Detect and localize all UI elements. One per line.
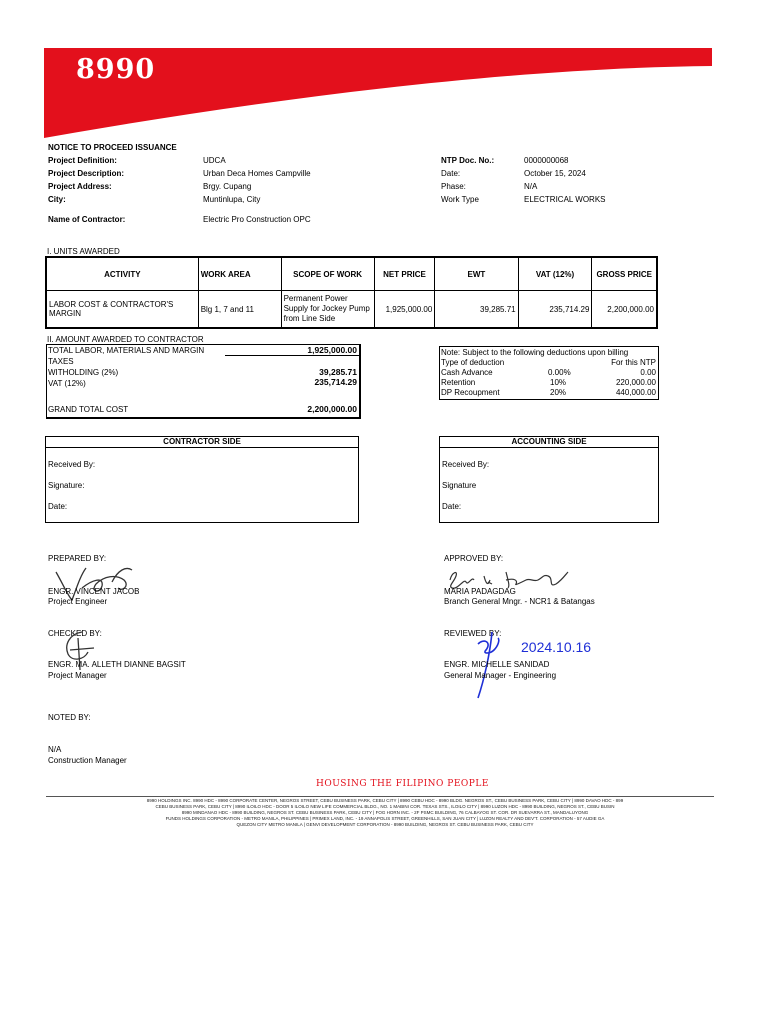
deduction-amount: 220,000.00 [615, 378, 656, 387]
amount-section-title: II. AMOUNT AWARDED TO CONTRACTOR [47, 335, 204, 344]
col-header-vat: VAT (12%) [518, 257, 592, 291]
city-value: Muntinlupa, City [203, 195, 261, 204]
col-header-ewt: EWT [435, 257, 518, 291]
units-header-row [46, 257, 657, 291]
deduction-name: Retention [441, 378, 476, 387]
deduction-type-header: Type of deduction [441, 358, 505, 367]
units-section-title: I. UNITS AWARDED [47, 247, 120, 256]
contractor-signature-label: Signature: [48, 481, 85, 490]
amount-box [46, 344, 361, 419]
project-address-value: Brgy. Cupang [203, 182, 252, 191]
checked-by-label: CHECKED BY: [48, 629, 102, 638]
vat-label: VAT (12%) [48, 379, 86, 388]
scope-line: Permanent Power [283, 294, 348, 303]
work-type-label: Work Type [441, 195, 479, 204]
footer-address-line: CEBU BUSINESS PARK, CEBU CITY | 8990 ILOILO HDC - DOOR 5 ILOILO NEW LIFE COMMERCIAL BLDG., NO. 1 MABINI COR. TEXAS STS., ILOILO CITY | 8990 LUZON HDC - 8990 BUILDING, NEGROS ST., CEBU BUSIN [155, 804, 615, 809]
scope-line: from Line Side [283, 314, 336, 323]
phase-value: N/A [524, 182, 538, 191]
footer-rule [46, 796, 714, 797]
approved-by-title: Branch General Mngr. - NCR1 & Batangas [444, 597, 595, 606]
reviewed-by-name: ENGR. MICHELLE SANIDAD [444, 660, 550, 669]
deduction-amount: 0.00 [640, 368, 656, 377]
col-header-net-price: NET PRICE [374, 257, 435, 291]
noted-by-title: Construction Manager [48, 756, 127, 765]
work-type-value: ELECTRICAL WORKS [524, 195, 606, 204]
taxes-label: TAXES [48, 357, 74, 366]
footer-address-line: QUEZON CITY METRO MANILA | GENVI DEVELOPMENT CORPORATION - 8990 BUILDING, NEGROS ST. CEBU BUSINESS PARK, CEBU CITY [236, 822, 534, 827]
total-underline [225, 355, 359, 356]
city-label: City: [48, 195, 66, 204]
contractor-value: Electric Pro Construction OPC [203, 215, 311, 224]
approved-by-name: MARIA PADAGDAG [444, 587, 516, 596]
accounting-received-by-label: Received By: [442, 460, 490, 469]
company-logo: 8990 [76, 54, 156, 85]
approved-by-label: APPROVED BY: [444, 554, 504, 563]
footer-address-line: 8990 HOLDINGS INC. 8990 HDC - 8990 CORPORATE CENTER, NEGROS STREET, CEBU BUSINESS PARK, CEBU CITY | 8990 CEBU HDC - 8990 BLDG. NEGROS ST., CEBU BUSINESS PARK, CEBU CITY | 8990 DAVAO HDC - 899 [146, 798, 624, 803]
contractor-date-label: Date: [48, 502, 68, 511]
cell-ewt: 39,285.71 [435, 291, 518, 329]
project-definition-value: UDCA [203, 156, 226, 165]
accounting-date-label: Date: [442, 502, 462, 511]
footer-tagline: HOUSING THE FILIPINO PEOPLE [316, 779, 489, 789]
ntp-date-value: October 15, 2024 [524, 169, 586, 178]
contractor-side-box [45, 436, 359, 523]
deduction-name: Cash Advance [441, 368, 493, 377]
prepared-by-name: ENGR. VINCENT JACOB [48, 587, 140, 596]
footer-address-line: FUNDS HOLDINGS CORPORATION - METRO MANILA, PHILIPPINES | PRIMEX LAND, INC. - 19 ANNAPOLIS STREET, GREENHILLS, SAN JUAN CITY | LUZON REALTY AND DEV'T. CORPORATION - 57 AUDIE GA [165, 816, 605, 821]
contractor-received-by-label: Received By: [48, 460, 96, 469]
reviewed-by-label: REVIEWED BY: [444, 629, 502, 638]
noted-by-name: N/A [48, 745, 62, 754]
col-header-work-area: WORK AREA [198, 257, 281, 291]
project-address-label: Project Address: [48, 182, 112, 191]
deductions-note: Note: Subject to the following deductions upon billing [441, 348, 629, 357]
deduction-name: DP Recoupment [441, 388, 500, 397]
total-labor-label: TOTAL LABOR, MATERIALS AND MARGIN [48, 346, 205, 355]
ntp-doc-no-value: 0000000068 [524, 156, 569, 165]
vat-value: 235,714.29 [314, 377, 357, 387]
cell-scope [281, 291, 374, 329]
cell-activity: LABOR COST & CONTRACTOR'S MARGIN [46, 291, 198, 329]
reviewed-by-title: General Manager - Engineering [444, 671, 557, 680]
scope-line: Supply for Jockey Pump [283, 304, 370, 313]
noted-by-label: NOTED BY: [48, 713, 91, 722]
phase-label: Phase: [441, 182, 466, 191]
project-description-value: Urban Deca Homes Campville [203, 169, 311, 178]
deduction-pct: 20% [550, 388, 567, 397]
project-definition-label: Project Definition: [48, 156, 117, 165]
cell-work-area: Blg 1, 7 and 11 [198, 291, 281, 329]
cell-gross-price: 2,200,000.00 [592, 291, 657, 329]
checked-by-name: ENGR. MA. ALLETH DIANNE BAGSIT [48, 660, 186, 669]
deduction-pct: 10% [550, 378, 567, 387]
deductions-box [439, 346, 659, 400]
withholding-value: 39,285.71 [319, 367, 357, 377]
for-ntp-header: For this NTP [611, 358, 656, 367]
document-title: NOTICE TO PROCEED ISSUANCE [48, 143, 177, 152]
contractor-side-title: CONTRACTOR SIDE [46, 437, 358, 448]
deduction-amount: 440,000.00 [615, 388, 656, 397]
ntp-date-label: Date: [441, 169, 461, 178]
prepared-by-title: Project Engineer [48, 597, 108, 606]
reviewed-stamp-date: 2024.10.16 [521, 639, 592, 655]
project-description-label: Project Description: [48, 169, 125, 178]
checked-by-title: Project Manager [48, 671, 107, 680]
accounting-signature-label: Signature [442, 481, 477, 490]
prepared-by-label: PREPARED BY: [48, 554, 107, 563]
contractor-label: Name of Contractor: [48, 215, 126, 224]
grand-total-value: 2,200,000.00 [307, 404, 357, 414]
cell-net-price: 1,925,000.00 [374, 291, 435, 329]
col-header-activity: ACTIVITY [46, 257, 198, 291]
grand-total-label: GRAND TOTAL COST [48, 405, 129, 414]
total-labor-value: 1,925,000.00 [307, 345, 357, 355]
table-row [46, 291, 657, 329]
units-table [45, 256, 658, 329]
accounting-side-title: ACCOUNTING SIDE [440, 437, 658, 448]
withholding-label: WITHOLDING (2%) [48, 368, 119, 377]
deduction-pct: 0.00% [548, 368, 571, 377]
footer-address-line: 8990 MINDANAO HDC - 8990 BUILDING, NEGROS ST. CEBU BUSINESS PARK, CEBU CITY | FOG HORN INC. - 2F PSMC BUILDING, 76 CALBAYOG ST. COR. DR SUEVARRA ST., MANDALUYONG [181, 810, 589, 815]
accounting-side-box [439, 436, 659, 523]
col-header-scope: SCOPE OF WORK [281, 257, 374, 291]
ntp-doc-no-label: NTP Doc. No.: [441, 156, 495, 165]
col-header-gross-price: GROSS PRICE [592, 257, 657, 291]
cell-vat: 235,714.29 [518, 291, 592, 329]
